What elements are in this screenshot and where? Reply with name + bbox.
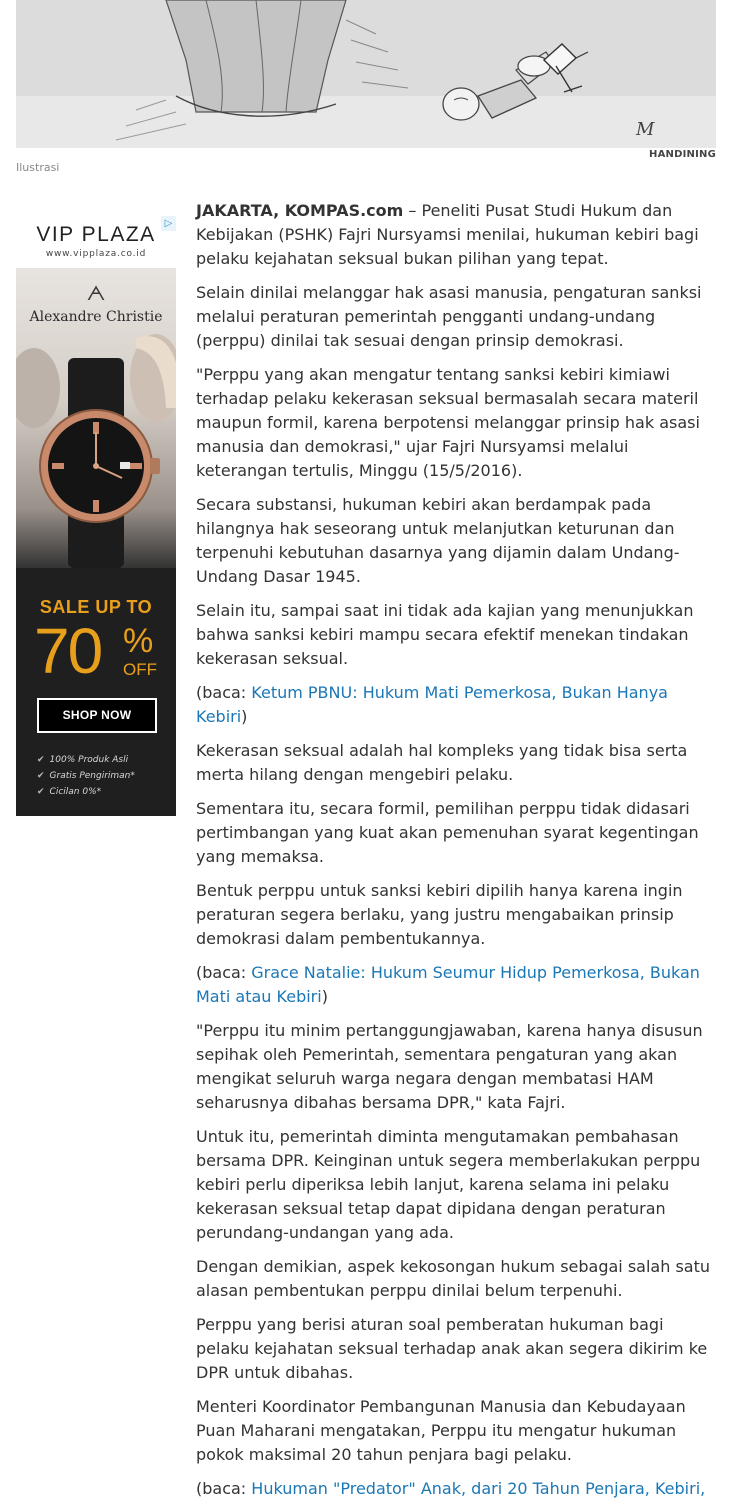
related-suffix: ): [241, 707, 248, 726]
article-paragraph: [196, 199, 718, 271]
article-paragraph: Perppu yang berisi aturan soal pemberatan hukuman bagi pelaku kejahatan seksual terhadap anak akan segera dikirim ke DPR untuk dibahas.: [196, 1315, 708, 1382]
perk-label: Gratis Pengiriman*: [49, 771, 135, 781]
article-paragraph: Bentuk perppu untuk sanksi kebiri dipilih hanya karena ingin peraturan segera berlaku, yang justru mengabaikan prinsip demokrasi dalam pembentukannya.: [196, 881, 683, 948]
article-paragraph: Secara substansi, hukuman kebiri akan berdampak pada hilangnya hak seseorang untuk melanjutkan keturunan dan terpenuhi kebutuhan dasarnya yang dijamin dalam Undang-Undang Dasar 1945.: [196, 495, 680, 586]
perk-item: [37, 784, 135, 800]
hero-illustration: [16, 0, 716, 148]
perk-label: 100% Produk Asli: [49, 755, 129, 765]
adchoices-icon[interactable]: ▷: [161, 216, 176, 231]
check-icon: ✔: [37, 787, 45, 797]
image-caption: Ilustrasi: [16, 161, 60, 174]
related-prefix: (baca:: [196, 683, 252, 702]
brand-name: Alexandre Christie: [29, 309, 163, 325]
related-suffix: ): [321, 987, 328, 1006]
vipplaza-logo: VIP PLAZA: [36, 223, 156, 246]
sale-headline: SALE UP TO: [39, 597, 153, 617]
perk-item: [37, 752, 135, 768]
illustration-drawing: [16, 0, 716, 148]
related-prefix: (baca:: [196, 1479, 252, 1498]
article-paragraph: Selain dinilai melanggar hak asasi manusia, pengaturan sanksi melalui peraturan pemerintah pengganti undang-undang (perppu) dinilai tak sesuai dengan prinsip demokrasi.: [196, 283, 702, 350]
photo-credit: HANDINING: [649, 149, 716, 160]
sale-percent-symbol: %: [123, 622, 154, 660]
related-link-paragraph: [196, 1477, 718, 1501]
related-link[interactable]: Grace Natalie: Hukum Seumur Hidup Pemerkosa, Bukan Mati atau Kebiri: [196, 963, 700, 1006]
sale-off-label: OFF: [123, 660, 157, 679]
artist-signature: M: [636, 119, 655, 140]
lead-text: – Peneliti Pusat Studi Hukum dan Kebijakan (PSHK) Fajri Nursyamsi menilai, hukuman kebiri bagi pelaku kejahatan seksual bukan pilihan yang tepat.: [196, 201, 699, 268]
article-body: [196, 199, 718, 1511]
perk-item: [37, 768, 135, 784]
article-paragraph: Selain itu, sampai saat ini tidak ada kajian yang menunjukkan bahwa sanksi kebiri mampu secara efektif menekan tindakan kekerasan seksual.: [196, 601, 694, 668]
related-link[interactable]: Hukuman "Predator" Anak, dari 20 Tahun Penjara, Kebiri,: [251, 1479, 706, 1498]
sale-percent: 70: [34, 615, 102, 687]
related-link-paragraph: [196, 961, 718, 1009]
related-link[interactable]: Ketum PBNU: Hukum Mati Pemerkosa, Bukan Hanya Kebiri: [196, 683, 668, 726]
sale-percent-row: [16, 615, 176, 687]
article-paragraph: "Perppu yang akan mengatur tentang sanksi kebiri kimiawi terhadap pelaku kekerasan seksual bermasalah secara materil maupun formil, karena berpotensi melanggar prinsip hak asasi manusia dan demokrasi," ujar Fajri Nursyamsi melalui keterangan tertulis, Minggu (15/5/2016).: [196, 365, 700, 480]
check-icon: ✔: [37, 755, 45, 765]
article-paragraph: Sementara itu, secara formil, pemilihan perppu tidak didasari pertimbangan yang kuat akan pemenuhan syarat kegentingan yang memaksa.: [196, 799, 699, 866]
dateline: JAKARTA, KOMPAS.com: [196, 201, 404, 220]
perk-label: Cicilan 0%*: [49, 787, 102, 797]
ad-url: www.vipplaza.co.id: [45, 249, 147, 259]
check-icon: ✔: [37, 771, 45, 781]
ad-header: [16, 216, 176, 268]
article-paragraph: Kekerasan seksual adalah hal kompleks yang tidak bisa serta merta hilang dengan mengebiri pelaku.: [196, 741, 688, 784]
ad-perks-list: [37, 752, 135, 800]
sidebar-ad[interactable]: [16, 216, 176, 816]
shop-now-button[interactable]: SHOP NOW: [37, 698, 157, 733]
article-paragraph: "Perppu itu minim pertanggungjawaban, karena hanya disusun sepihak oleh Pemerintah, sementara pengaturan yang akan mengikat seluruh warga negara dengan membatasi HAM seharusnya dibahas bersama DPR," kata Fajri.: [196, 1021, 703, 1112]
related-prefix: (baca:: [196, 963, 252, 982]
article-paragraph: Dengan demikian, aspek kekosongan hukum sebagai salah satu alasan pembentukan perppu dinilai belum terpenuhi.: [196, 1257, 710, 1300]
article-paragraph: Untuk itu, pemerintah diminta mengutamakan pembahasan bersama DPR. Keinginan untuk segera memberlakukan perppu kebiri perlu diperiksa lebih lanjut, karena selama ini pelaku kekerasan seksual tetap dapat dipidana dengan peraturan perundang-undangan yang ada.: [196, 1127, 701, 1242]
brand-logo-icon: ᗅ: [86, 281, 106, 305]
sale-banner: [16, 596, 176, 686]
related-link-paragraph: [196, 681, 718, 729]
article-paragraph: Menteri Koordinator Pembangunan Manusia dan Kebudayaan Puan Maharani mengatakan, Perppu itu mengatur hukuman pokok maksimal 20 tahun penjara bagi pelaku.: [196, 1397, 686, 1464]
brand-alexandre-christie: [16, 282, 176, 326]
